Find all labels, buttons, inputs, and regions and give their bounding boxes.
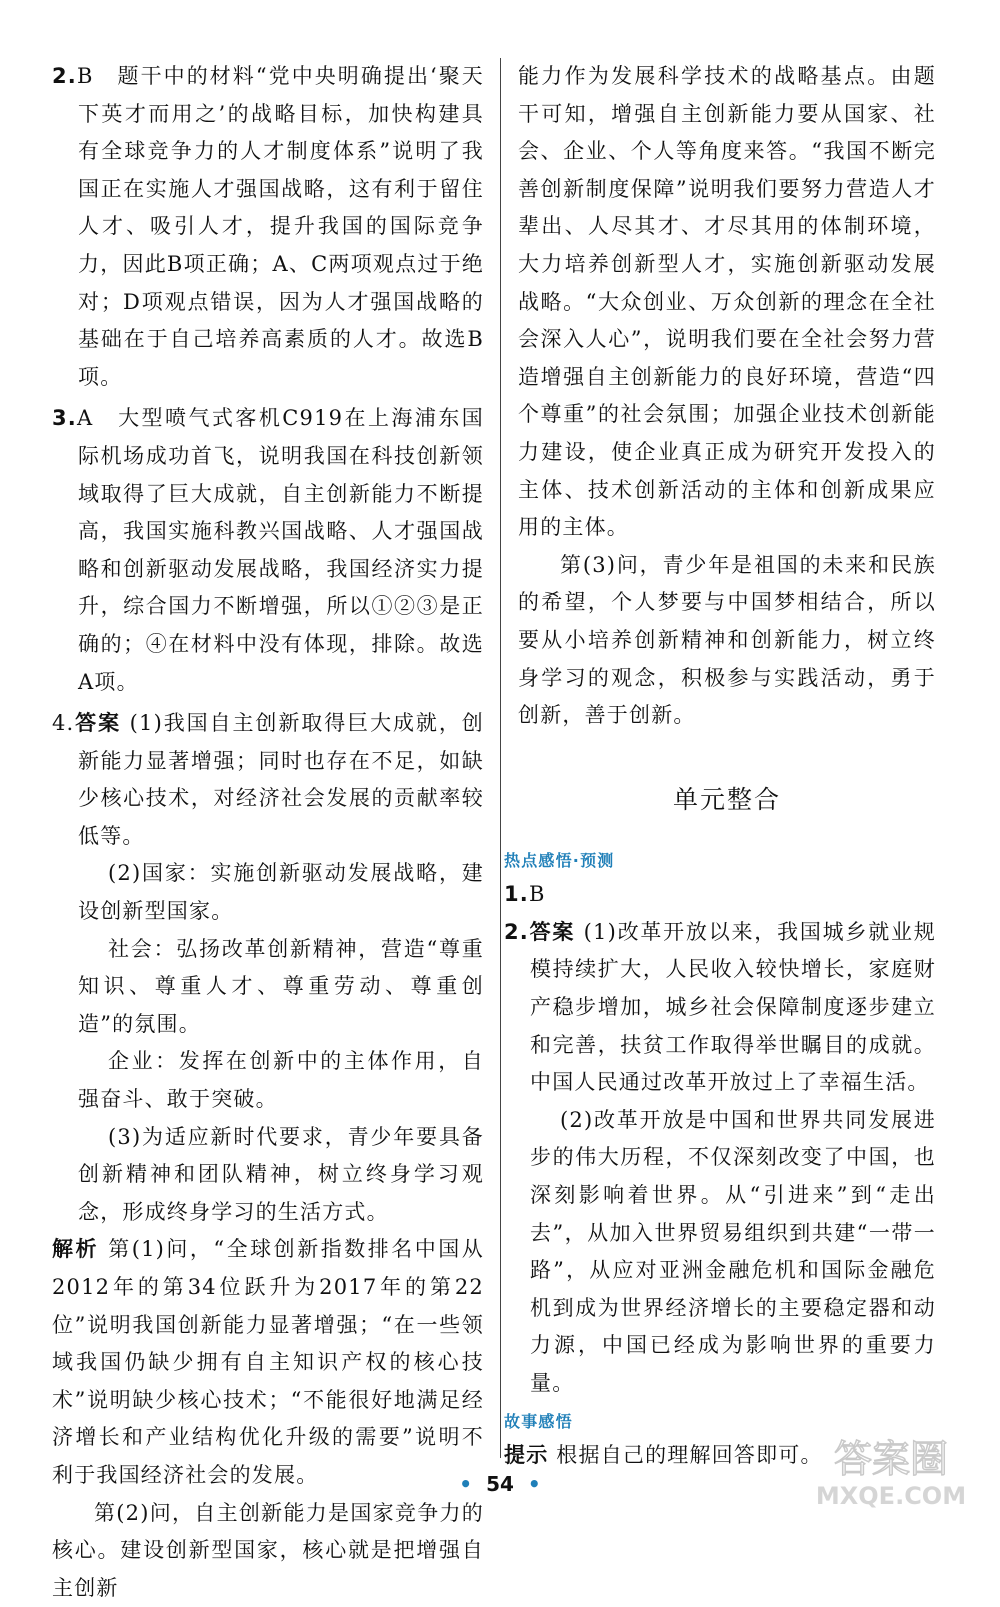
- answer-label: 答案: [74, 711, 122, 736]
- left-column: [52, 58, 484, 1607]
- watermark-logo: [806, 1430, 976, 1510]
- unit-question-2-answer-1: [504, 914, 936, 1102]
- section-heading-hot-topics: 热点感悟·预测: [504, 851, 615, 871]
- unit-title: 单元整合: [672, 784, 781, 814]
- section-heading-story: 故事感悟: [504, 1411, 573, 1431]
- question-number: 4.: [52, 711, 75, 736]
- analysis-part-2-continued: 能力作为发展科学技术的战略基点。由题干可知，增强自主创新能力要从国家、社会、企业、个人等角度来答。“我国不断完善创新制度保障”说明我们要努力营造人才辈出、人尽其才、才尽其用的体制环境，大力培养创新型人才，实施创新驱动发展战略。“大众创业、万众创新的理念在全社会深入人心”，说明我们要在全社会努力营造增强自主创新能力的良好环境，营造“四个尊重”的社会氛围；加强企业技术创新能力建设，使企业真正成为研究开发投入的主体、技术创新活动的主体和创新成果应用的主体。: [518, 64, 936, 540]
- question-number: 1.: [504, 882, 529, 907]
- question-2: [52, 58, 484, 396]
- question-3-text: A 大型喷气式客机C919在上海浦东国际机场成功首飞，说明我国在科技创新领域取得了巨大成就，自主创新能力不断提高，我国实施科教兴国战略、人才强国战略和创新驱动发展战略，我国经济实力提升，综合国力不断增强，所以①②③是正确的；④在材料中没有体现，排除。故选A项。: [77, 406, 484, 694]
- unit-question-1-answer: B: [529, 882, 546, 907]
- unit-answer-part-1: (1)改革开放以来，我国城乡就业规模持续扩大，人民收入较快增长，家庭财产稳步增加，城乡社会保障制度逐步建立和完善，扶贫工作取得举世瞩目的成就。中国人民通过改革开放过上了幸福生活。: [530, 919, 936, 1095]
- answer-part-2: (2)国家：实施创新驱动发展战略，建设创新型国家。: [78, 861, 484, 924]
- right-column: [504, 58, 936, 1474]
- question-4-answer-1: [52, 705, 484, 855]
- answer-part-1: (1)我国自主创新取得巨大成就，创新能力显著增强；同时也存在不足，如缺少核心技术，对经济社会发展的贡献率较低等。: [78, 711, 484, 848]
- analysis-part-2-start: 第(2)问，自主创新能力是国家竞争力的核心。建设创新型国家，核心就是把增强自主创新: [52, 1500, 484, 1600]
- hint-text: 根据自己的理解回答即可。: [556, 1442, 823, 1467]
- question-number: 2.: [504, 919, 529, 944]
- hint-label: 提示: [504, 1442, 549, 1467]
- answer-part-2-society: 社会：弘扬改革创新精神，营造“尊重知识、尊重人才、尊重劳动、尊重创造”的氛围。: [78, 936, 484, 1036]
- column-divider: [500, 58, 501, 1458]
- question-2-text: B 题干中的材料“党中央明确提出‘聚天下英才而用之’的战略目标，加快构建具有全球竞争力的人才制度体系”说明了我国正在实施人才强国战略，这有利于留住人才、吸引人才，提升我国的国际竞争力，因此B项正确；A、C两项观点过于绝对；D项观点错误，因为人才强国战略的基础在于自己培养高素质的人才。故选B项。: [77, 64, 484, 389]
- unit-question-1: [504, 876, 936, 914]
- analysis-part-1: [52, 1231, 484, 1494]
- page-number-value: 54: [486, 1472, 514, 1496]
- question-3: [52, 400, 484, 701]
- answer-label: 答案: [529, 919, 576, 944]
- page-dot-left: •: [459, 1472, 473, 1496]
- analysis-label: 解析: [52, 1237, 100, 1262]
- analysis-part-3: 第(3)问，青少年是祖国的未来和民族的希望，个人梦要与中国梦相结合，所以要从小培养创新精神和创新能力，树立终身学习的观念，积极参与实践活动，勇于创新，善于创新。: [518, 552, 936, 728]
- watermark-text: 答案圈: [833, 1437, 949, 1481]
- question-number: 2.: [52, 64, 77, 88]
- watermark-url: MXQE.COM: [815, 1482, 967, 1510]
- answer-part-3: (3)为适应新时代要求，青少年要具备创新精神和团队精神，树立终身学习观念，形成终身学习的生活方式。: [78, 1124, 484, 1224]
- unit-answer-part-2: (2)改革开放是中国和世界共同发展进步的伟大历程，不仅深刻改变了中国，也深刻影响着世界。从“引进来”到“走出去”，从加入世界贸易组织到共建“一带一路”，从应对亚洲金融危机和国际金融危机到成为世界经济增长的主要稳定器和动力源，中国已经成为影响世界的重要力量。: [530, 1107, 936, 1395]
- page-dot-right: •: [527, 1472, 541, 1496]
- question-number: 3.: [52, 406, 77, 431]
- analysis-part-1-text: 第(1)问，“全球创新指数排名中国从2012年的第34位跃升为2017年的第22位”说明我国创新能力显著增强；“在一些领域我国仍缺少拥有自主知识产权的核心技术”说明缺少核心技术；“不能很好地满足经济增长和产业结构优化升级的需要”说明不利于我国经济社会的发展。: [52, 1237, 484, 1487]
- answer-part-2-enterprise: 企业：发挥在创新中的主体作用，自强奋斗、敢于突破。: [78, 1049, 484, 1112]
